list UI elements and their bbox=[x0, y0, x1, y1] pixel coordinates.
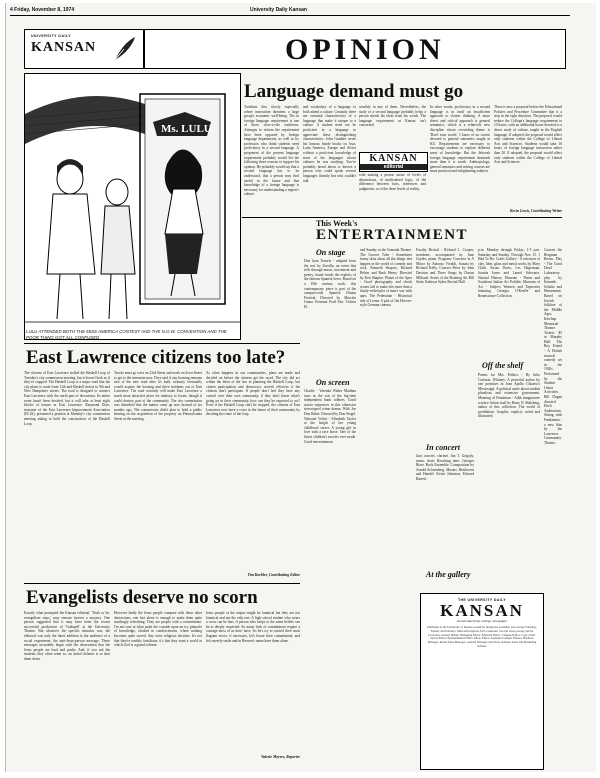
ent-col-2: and Sunday at the Granada Theatre. The Groove Tube - Sometimes funny skits about all the things that happen in the world of comedy and rock. Kenneth Shapiro, Richard Belzer and Buck Henry. Directed by Ken Shapiro. Planet of the Apes - Good photography and shock scenes fail to make this more than a thinly-veiled plot of man's war with apes. The Pedestrian - Historical tale of Leona. A plot of flat Hoover-style German cinema. bbox=[360, 248, 412, 308]
kansan-editorial-name: KANSAN bbox=[369, 153, 418, 164]
east-signature: Tim Koehler, Contributing Editor bbox=[247, 573, 300, 577]
evang-col-2: However badly the Jesus people compare with these other distractions, one fact alone is enough to make them quite startlingly refreshing. They are people with a commitment. I'm not sure at what point the crusade upon an icy pinnacle of knowledge, cloaked in condescension, where nothing becomes quite sacred. Any strict religious doctrine. It's not that they're terribly fastidious; it's that they want a world in which God is a grand scheme. bbox=[114, 611, 202, 648]
kansan-editorial-box bbox=[359, 152, 428, 172]
staff-sub: An All-American college newspaper bbox=[456, 619, 508, 623]
east-col-1: The citizens of East Lawrence stalled the Haskell Loop of Tuesday's city commission meeting, but it doesn't look as if they've stopped. The Haskell Loop is a major road that the city plans to route from 11th and Haskell streets to 9th and New Hampshire streets. The road is designed to connect East Lawrence with the north part of downtown. Its entire route hasn't been decided, but it will take at least eight blocks of homes in East Lawrence. Raymond Drye, treasurer of the East Lawrence Improvement Association (ELIA), presented a petition at Monday's city commission meeting asking to hold the construction of the Haskell Loop. bbox=[24, 371, 110, 426]
language-col-3b: with making a person aware of levels of abstractions, of multivalued logic, of the difference between facts, inferences and judgments, or of the three levels of reality. bbox=[359, 173, 426, 191]
staff-list: Published at the University of Kansas weekdays during the academic year except Saturday, Sunday and holidays. Mail subscriptions $10 a semester. Second class postage paid at Lawrence, Kansas 66044. Managing Editor. Editorial Editor. Campus Editor. Copy Chief. Sports Editor. Entertainment Editor. Photo Editor. Assistant Campus Editors. Business Manager. Retail Sales Manager. General Manager and News Adviser. Sales and Marketing Adviser. bbox=[427, 625, 537, 648]
evang-col-3: Jesus people at the airport might be fanatical but they are not fanatical and not the only one. A high school student who wears a cross can be hurt. A person who keeps to the same beliefs can be as deeply respected. So many look of commitment require a courage most of us don't have. So let's try to control their most flagrant errors, if necessary, let's honor their commitment, and let's merely smile and in Heaven's name have them alone. bbox=[206, 611, 300, 643]
entertainment-heading bbox=[316, 219, 496, 241]
masthead bbox=[24, 29, 144, 69]
ent-shelf-col: Poems for Mrs. Politics - By Julio Cortazar, Whitney. A powerful author by one promises in Jean Apollo Chiariss's Mississippi. A political satire about student pluralism and extensive government. Meaning of Feminism - Adds imaginative science fiction stuff by Barry N. Malzberg, author of this collection. The world of prohibition. Graphic, explicit, weird and illustrated. bbox=[478, 373, 540, 419]
masthead-small: UNIVERSITY DAILY bbox=[31, 34, 72, 38]
opinion-banner bbox=[144, 29, 566, 69]
language-col-4: In other words, proficiency in a second language is in itself an insufficient approach to clearer thinking. A more direct and critical approach is general semantics, which is a relatively new discipline whose overriding theme is 'Don't trust words.' I know of no course devoted to general semantics taught at KU. Requirements are necessary to encourage students to explore different areas of knowledge. But the Jehovah foreign language requirement demands more than it is worth. Anthropology, general semantics and writing courses are more practical and enlightening subjects. bbox=[430, 105, 490, 174]
staff-name: KANSAN bbox=[440, 601, 524, 620]
cartoon-drawing bbox=[25, 74, 240, 339]
on-screen-heading: On screen bbox=[316, 378, 350, 387]
language-col-5: There is now a proposal before the Educational Policies and Procedure Committee that is a step in the right direction. The proposal would reduce the College's language requirement to 10 hours, with an additional hours devoted to a direct study of culture, taught in the English language. If adopted, the proposal would affect only students within the College of Liberal Arts and Sciences. Students would take 10 hours of foreign language instruction rather than 20. If adopted, the proposal would affect only students within the College of Liberal Arts and Sciences. bbox=[494, 105, 562, 165]
language-col-3: sensibly in any of them. Nevertheless, the study of a second language probably helps a person sketch his ideas from his words. The language requirement at Kansas isn't concerned bbox=[359, 105, 426, 128]
east-lawrence-headline: East Lawrence citizens too late? bbox=[26, 347, 286, 368]
cartoon-sign: Ms. LULU bbox=[161, 123, 212, 135]
rule-ent-top bbox=[242, 217, 562, 218]
editorial-cartoon bbox=[24, 73, 241, 340]
language-col-1: Tradition dies slowly especially where innovation threatens a large group's economic well-being. The in foreign language requirement is one of those slow-to-die traditions. Attempts to reform the requirement have been opposed by foreign language departments, as well as by professors who think students need proficiency in a second language. A proponent of the present language requirement probably would list the following three reasons to support his opinion. He probably would say that a second language has to be understood, that a person may find useful in the future and that knowledge of a foreign language is necessary for understanding a region's culture. bbox=[244, 105, 299, 197]
ent-stage-col: Don Juan Tenorio - adapted from the text by Zorrilla, an event that tells through music, movement and poetry, found words the exploits of the famous Spanish lover. Based on a 19th century work, this contemporary piece is part of the campus-wide Spanish Drama Festival. Directed by Marcela Grana. Fremont Ford Fair. Tickets $1. bbox=[304, 259, 356, 309]
newspaper-page bbox=[5, 3, 596, 772]
paper-name-top: University Daily Kansan bbox=[250, 7, 307, 13]
in-concert-heading: In concert bbox=[426, 443, 460, 452]
east-col-3: As often happens in our communities, plans are made and decided on before the citizens get the word. The city did act within the letter of the law in planning the Haskell Loop, but citizen participation and democracy weren't effective if the citizens don't participate. If people don't feel they have any control over their own community, if they don't know what's going on in their community, how can they be expected to act? Even if the Haskell Loop can't be stopped, the citizens of East Lawrence now have a voice in the future of their community by deciding the route of the loop. bbox=[206, 371, 300, 417]
rule-east-top bbox=[24, 343, 300, 344]
ent-col-3: Faculty Recital - Richard L. Cooper, trombone, accompanied by Jane Gryder, piano. Program: Concerto in A Minor by Antonio Vivaldi, Sonata by Richard Kelly, Concert Piece by John Davison and Three Songs by Darius Milhaud. Series of the Rotating Art Bill Stein. Kathryn Sykes Recital Hall. bbox=[416, 248, 474, 285]
rule-evang-top bbox=[24, 583, 300, 584]
cartoon-caption: LULU ATTENDED BOTH THE MISS AMERICA CONTEST AND THE N.O.W. CONVENTION AND THE POOR THING GOT ALL CONFUSED bbox=[26, 329, 227, 340]
ent-screen-col: Charlie - Varenka Walter Matthau stars as the son of the big-time independent bank robbers. Good action sequences in this otherwise stereotyped crime drama. With Joe Don Baker. Directed by Don Siegel. National Velvet - Elizabeth Taylor at the height of her young childhood career. A young girl in love with a race horse. One of the finest children's movies ever made. Good entertainment. bbox=[304, 389, 356, 444]
language-signature: Kevin Lewis, Contributing Writer bbox=[510, 209, 562, 213]
language-col-2: and vocabulary of a language to both attend a culture. Certainly there are essential characteristics of a language that make it unique to a culture. A student need not be proficient in a language to appreciate these distinguishing characteristics. John Gunther wrote his famous Inside books on Asia, Latin America, Europe and Africa without a proficient knowledge of most of the languages whose cultures he was studying. You've probably heard about or known a person who could speak several languages fluently but who couldn't talk bbox=[303, 105, 356, 183]
ent-concert-col: Jazz concert, clarinet. Jan T. Grigsby, music chair; Reaching nine; Georges Bizet. Rock Ensemble. Composition by Arnold Schoenberg. Mozart, Beethoven and Handel. Kevin Johnston, Edward Barrett. bbox=[416, 454, 474, 481]
language-headline: Language demand must go bbox=[244, 81, 464, 102]
evangelists-headline: Evangelists deserve no scorn bbox=[26, 587, 258, 608]
off-shelf-heading: Off the shelf bbox=[482, 361, 524, 370]
kansan-editorial-label: editorial bbox=[360, 164, 427, 170]
at-gallery-heading: At the gallery bbox=[426, 570, 471, 579]
ent-col-mid: Concert the Bergman Room. Play - The Good Dead Laboratory play by Kenneth Schultz and Heinemann. Based on Jewish folklore of the Middle Ages. Ketchup Memorial Theatre. Tickets $5 at Murphy Hall. The Boy Friend - A British musical comedy set in the 1920s. Performed by the Student Union Activities. Bill Dugan directed. Hoch Auditorium. Sitting with Pandaemia - a new film by the Lawrence Community Theatre. bbox=[544, 248, 562, 445]
section-title: OPINION bbox=[285, 33, 445, 66]
ent-col-4: p.m. Monday through Friday; 1-5 p.m. Saturday and Sunday. Through Nov. 15. 1 Had To Be: Crafts Gallery - A selection of clay, fiber, glass and metal works by Mary Clark, Susan Davis, Les Hagerman, Juanita Jones and Laurel Schwartz. Natural History Museum - Plains and Southeast Indian Art Exhibit. Museum of Art - Subject Women and Tapestries featuring Georgia O'Keeffe and Renaissance Collection. bbox=[478, 248, 540, 298]
page-header-line bbox=[10, 5, 570, 16]
east-col-2: Trucks must go west on 23rd Street and north on Iowa Street to get to the interstate now. Drye said if any housing remains east of the new road after it's built, industry eventually would acquire the housing and drive residents out of East Lawrence. The road certainly will make East Lawrence a much more attractive place for industry to locate, though it could destroy part of the community. The city commission was disturbed that the matter came up now instead of six months ago. The commission didn't plan to hold a public hearing on the acquisition of the property on Pennsylvania Street at the meeting. bbox=[114, 371, 202, 421]
evang-col-1: Exactly what prompted the Kansan editorial, 'Truth or lie, evangelism stays,' may remain forever a mystery. One person suggested that it may have been the recent successful production of 'Godspell' at the University Theatre. But whatever the specific stimulus was, the editorial was only the latest addition to the audience of a social experiment: the anti-Jesus-person message. These messages invariably begin with the observation that the Jesus people are loud and pushy. And, if you ask the students they often seem so, an initial defense is to shut them down. bbox=[24, 611, 110, 661]
evang-signature: Valerie Meyers, Reporter bbox=[261, 755, 300, 759]
on-stage-heading: On stage bbox=[316, 248, 346, 257]
staff-top: THE UNIVERSITY DAILY bbox=[457, 598, 507, 602]
kansan-staff-box bbox=[420, 593, 544, 770]
page-date: 4 Friday, November 8, 1974 bbox=[10, 7, 75, 13]
masthead-name: KANSAN bbox=[31, 40, 97, 55]
entertainment-week: This Week's bbox=[316, 219, 358, 228]
quill-pen-icon bbox=[109, 34, 139, 64]
entertainment-title: ENTERTAINMENT bbox=[316, 227, 469, 243]
